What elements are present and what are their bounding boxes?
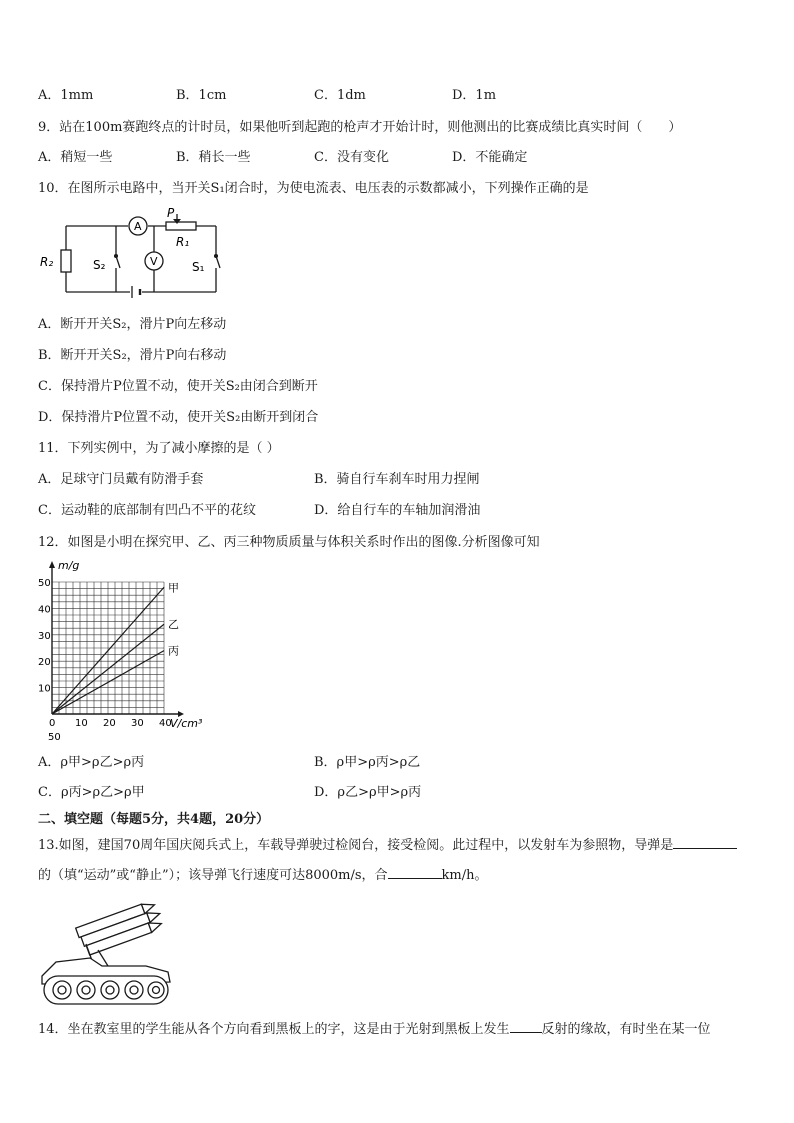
question-13-line2 [38,864,488,883]
s2-label: S₂ [93,258,106,272]
x-tick-label: 0 [49,718,56,729]
mass-volume-chart [30,556,220,742]
series-label: 乙 [168,618,179,632]
q9-option-d: D．不能确定 [452,150,528,165]
x-tick-label: 20 [103,718,116,729]
q12-option-c: C．ρ丙>ρ乙>ρ甲 [38,785,145,800]
battery-icon [132,286,140,298]
option-b: B．1cm [176,88,227,103]
q9-option-a: A．稍短一些 [38,150,113,165]
q11-option-a: A．足球守门员戴有防滑手套 [38,472,204,487]
x-tick-label: 10 [75,718,88,729]
q13-blank-2[interactable] [388,866,442,879]
resistor-r2 [61,250,71,272]
q10-option-a: A．断开开关S₂，滑片P向左移动 [38,317,227,332]
q11-option-d: D．给自行车的车轴加润滑油 [314,503,481,518]
y-tick-label: 50 [38,578,51,589]
slider-label-p: P [167,206,175,220]
q13-text-1: 13.如图，建国70周年国庆阅兵式上，车载导弹驶过检阅台，接受检阅。此过程中，以发射车为参照物，导弹是 [38,838,674,853]
x-tick-label: 40 [159,718,172,729]
q9-option-c: C．没有变化 [314,150,389,165]
missile-launcher-illustration [36,892,186,1008]
question-13-line1 [38,834,737,853]
q11-option-b: B．骑自行车刹车时用力捏闸 [314,472,480,487]
x-axis-label: V/cm³ [170,717,203,730]
option-d: D．1m [452,88,497,103]
q9-option-b: B．稍长一些 [176,150,251,165]
q14-blank-1[interactable] [510,1020,542,1033]
resistor-r1 [166,222,196,230]
q10-option-b: B．断开开关S₂，滑片P向右移动 [38,348,227,363]
question-14-line1 [38,1018,711,1037]
s1-label: S₁ [192,260,205,274]
q14-text-2: 反射的缘故，有时坐在某一位 [541,1022,711,1037]
series-label: 甲 [168,581,179,595]
q14-text-1: 14．坐在教室里的学生能从各个方向看到黑板上的字，这是由于光射到黑板上发生 [38,1022,510,1037]
q13-text-3: km/h。 [441,868,488,883]
y-tick-label: 30 [38,630,51,642]
option-a: A．1mm [38,88,94,103]
y-axis-label: m/g [58,559,80,572]
x-extra-label: 50 [48,732,61,742]
switch-s2-icon [115,255,120,268]
voltmeter-label: V [150,255,158,268]
option-c: C．1dm [314,88,366,103]
section-2-title: 二、填空题（每题5分，共4题，20分） [38,812,270,827]
question-12-stem: 12．如图是小明在探究甲、乙、丙三种物质质量与体积关系时作出的图像.分析图像可知 [38,535,540,550]
q12-option-a: A．ρ甲>ρ乙>ρ丙 [38,755,145,770]
question-10-stem: 10．在图所示电路中，当开关S₁闭合时，为使电流表、电压表的示数都减小，下列操作正确的是 [38,181,589,196]
question-9-stem: 9．站在100m赛跑终点的计时员，如果他听到起跑的枪声才开始计时，则他测出的比赛成绩比真实时间（ ） [38,120,682,135]
y-tick-label: 40 [38,604,51,616]
y-axis-arrow-icon [49,561,55,568]
circuit-diagram [36,206,226,302]
q10-option-d: D．保持滑片P位置不动，使开关S₂由断开到闭合 [38,410,319,425]
q12-option-b: B．ρ甲>ρ丙>ρ乙 [314,755,421,770]
question-11-stem: 11．下列实例中，为了减小摩擦的是（ ） [38,441,280,456]
r1-label: R₁ [176,235,190,249]
ammeter-label: A [134,220,142,233]
q10-option-c: C．保持滑片P位置不动，使开关S₂由闭合到断开 [38,379,318,394]
series-label: 丙 [168,644,179,658]
x-tick-label: 30 [131,718,144,729]
y-tick-label: 10 [38,683,51,695]
r2-label: R₂ [40,255,54,269]
q13-blank-1[interactable] [673,836,737,849]
switch-s1-icon [215,255,220,268]
y-tick-label: 20 [38,657,51,669]
q11-option-c: C．运动鞋的底部制有凹凸不平的花纹 [38,503,256,518]
q12-option-d: D．ρ乙>ρ甲>ρ丙 [314,785,422,800]
q13-text-2: 的（填“运动”或“静止”）；该导弹飞行速度可达8000m/s，合 [38,868,388,883]
